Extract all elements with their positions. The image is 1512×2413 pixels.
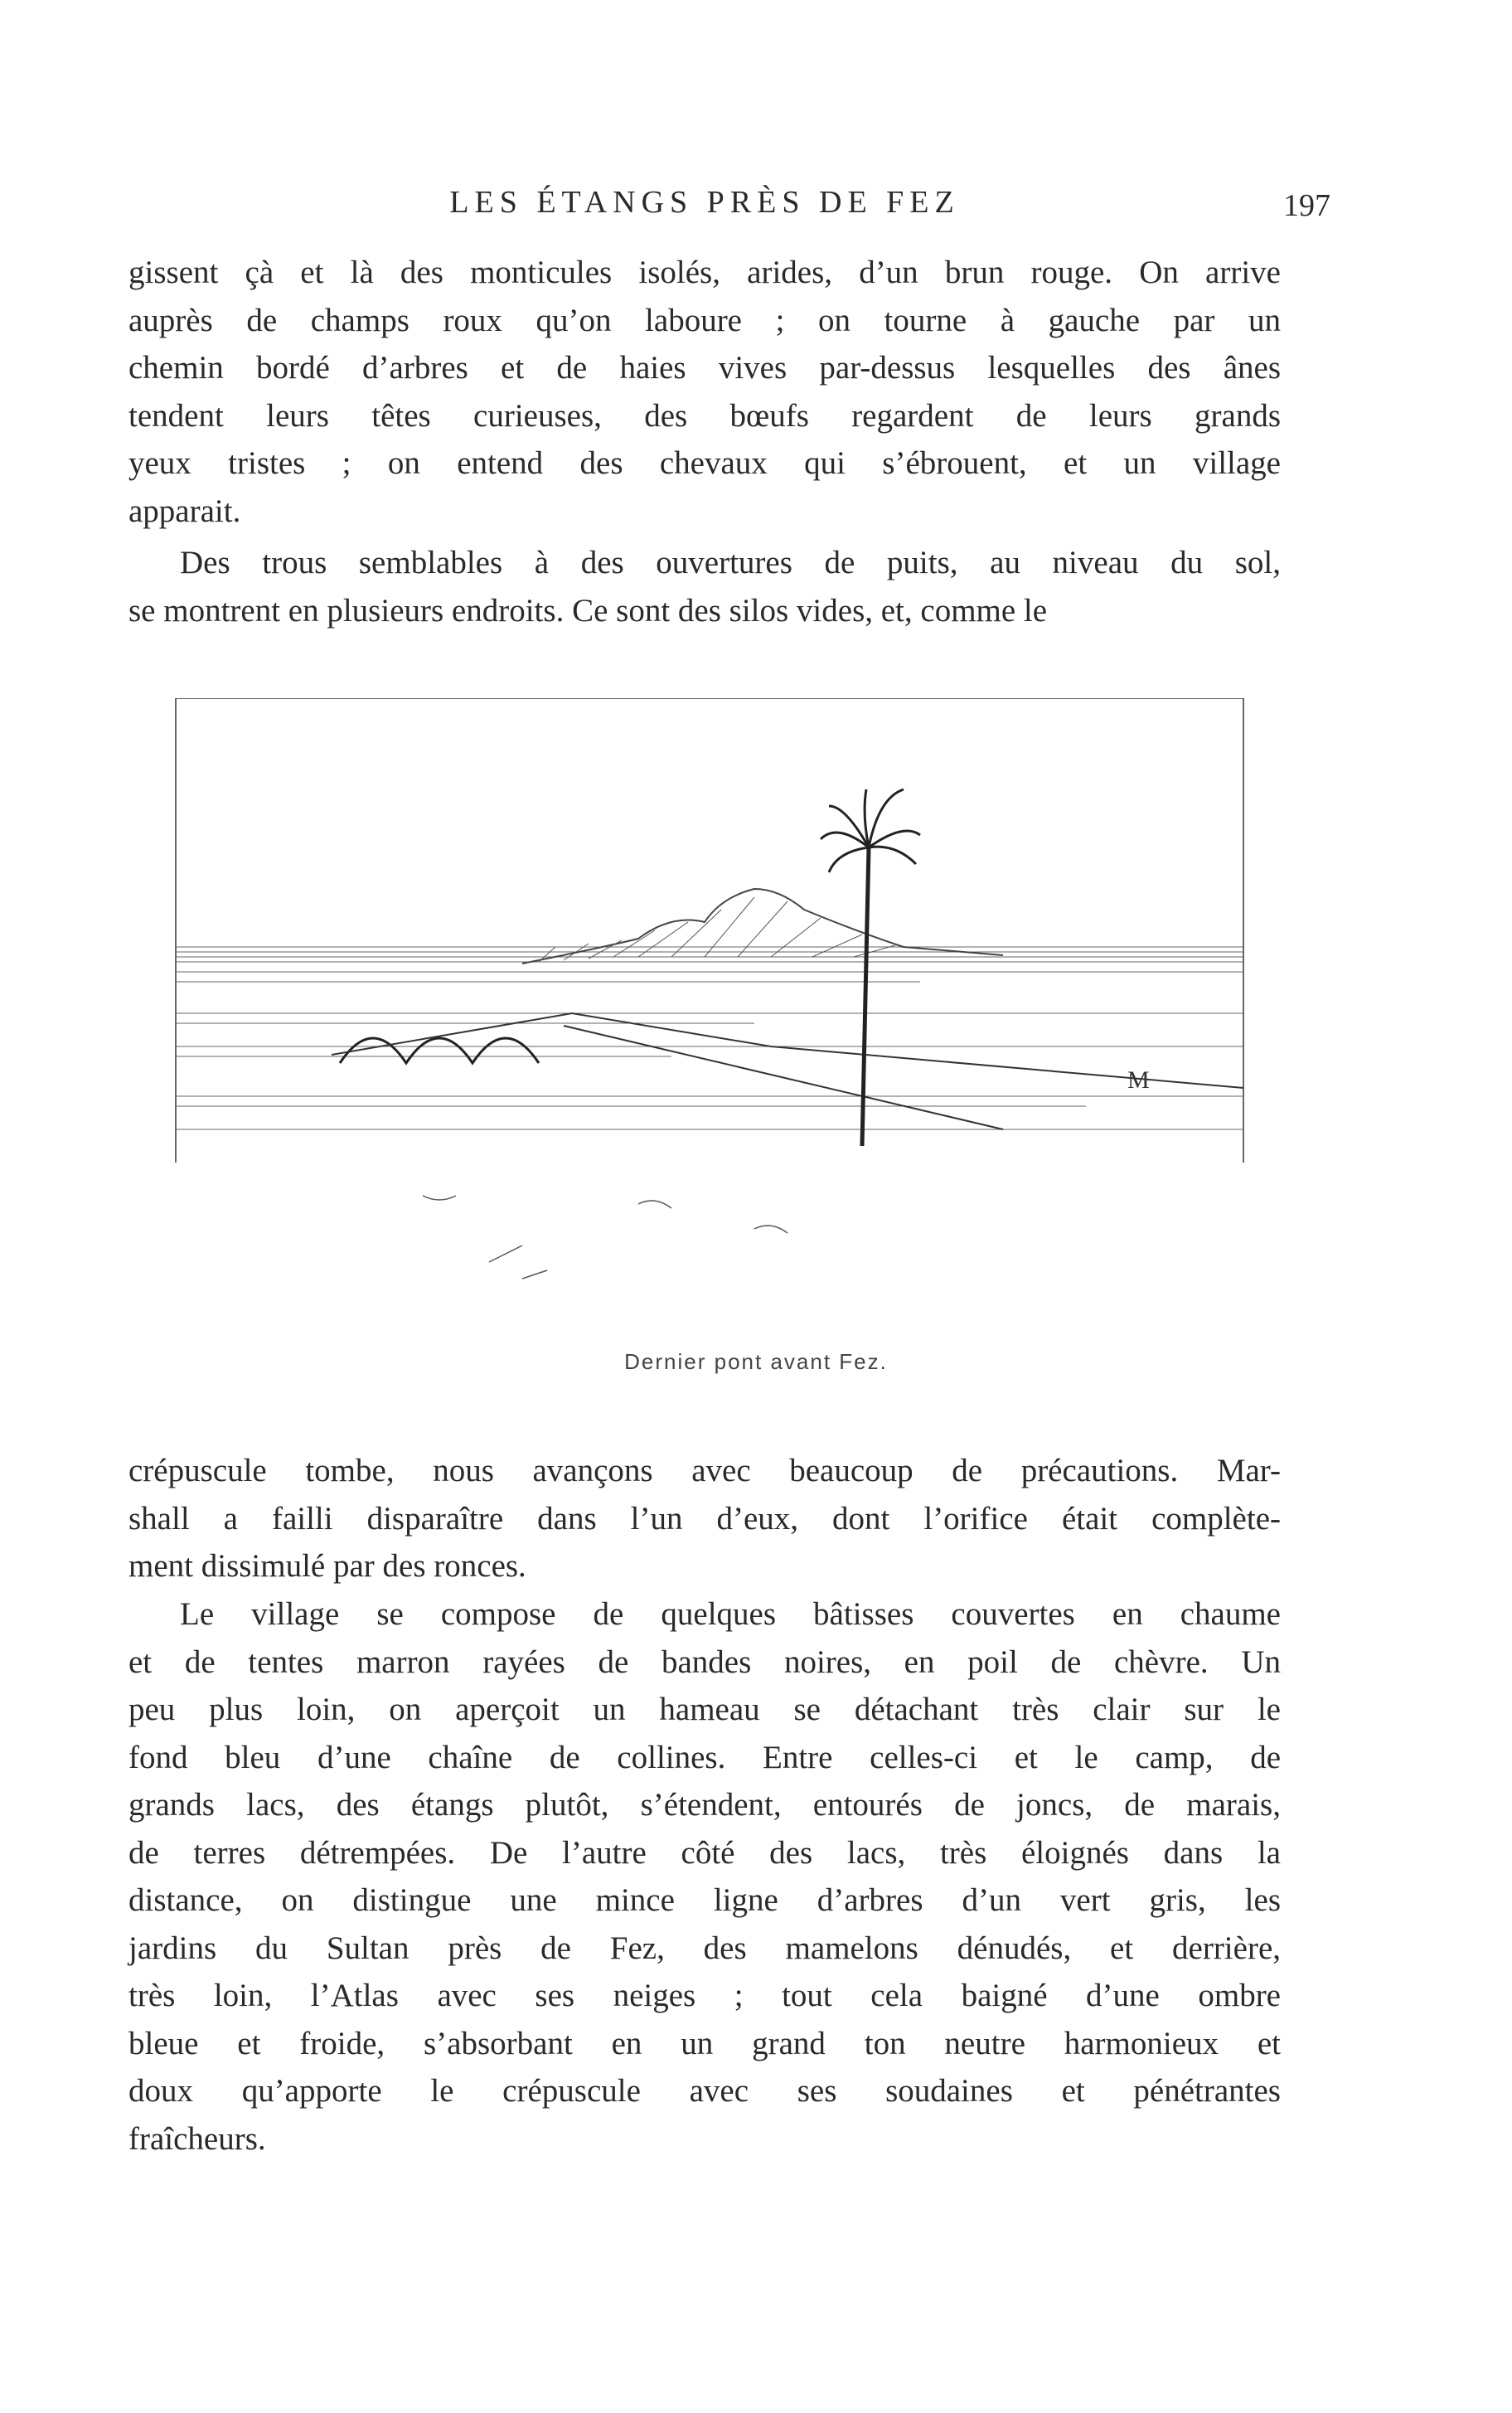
artist-signature: M bbox=[1127, 1066, 1150, 1094]
text-line: doux qu’apporte le crépuscule avec ses soudaines et pénétrantes bbox=[128, 2073, 1281, 2109]
text-line: shall a failli disparaître dans l’un d’eux, dont l’orifice était complète- bbox=[128, 1500, 1281, 1537]
text-line: crépuscule tombe, nous avançons avec beaucoup de précautions. Mar- bbox=[128, 1453, 1281, 1488]
running-title: LES ÉTANGS PRÈS DE FEZ bbox=[449, 185, 960, 220]
text-line: Le village se compose de quelques bâtisses couvertes en chaume bbox=[180, 1596, 1281, 1632]
text-line: distance, on distingue une mince ligne d’arbres d’un vert gris, les bbox=[128, 1882, 1281, 1918]
text-line: peu plus loin, on aperçoit un hameau se détachant très clair sur le bbox=[128, 1692, 1281, 1727]
text-line: se montrent en plusieurs endroits. Ce sont des silos vides, et, comme le bbox=[128, 592, 1048, 629]
text-line: de terres détrempées. De l’autre côté des lacs, très éloignés dans la bbox=[128, 1834, 1281, 1871]
paragraph-2 bbox=[128, 539, 1281, 634]
text-line: apparait. bbox=[128, 493, 241, 529]
page-number: 197 bbox=[1283, 188, 1330, 223]
text-line: très loin, l’Atlas avec ses neiges ; tout cela baigné d’une ombre bbox=[128, 1978, 1281, 2013]
text-line: ment dissimulé par des ronces. bbox=[128, 1548, 526, 1584]
text-line: fond bleu d’une chaîne de collines. Entre celles-ci et le camp, de bbox=[128, 1739, 1281, 1775]
text-line: chemin bordé d’arbres et de haies vives par-dessus lesquelles des ânes bbox=[128, 350, 1281, 386]
text-line: fraîcheurs. bbox=[128, 2120, 266, 2157]
paragraph-4 bbox=[128, 1590, 1281, 2163]
text-line: bleue et froide, s’absorbant en un grand ton neutre harmonieux et bbox=[128, 2025, 1281, 2061]
text-line: Des trous semblables à des ouvertures de puits, au niveau du sol, bbox=[180, 545, 1281, 580]
text-line: jardins du Sultan près de Fez, des mamelons dénudés, et derrière, bbox=[128, 1930, 1281, 1966]
text-line: grands lacs, des étangs plutôt, s’étendent, entourés de joncs, de marais, bbox=[128, 1787, 1281, 1823]
figure-caption: Dernier pont avant Fez. bbox=[624, 1349, 888, 1374]
text-line: et de tentes marron rayées de bandes noires, en poil de chèvre. Un bbox=[128, 1643, 1281, 1680]
engraving-illustration bbox=[174, 698, 1252, 1328]
text-line: yeux tristes ; on entend des chevaux qui s’ébrouent, et un village bbox=[128, 445, 1281, 481]
running-header bbox=[128, 184, 1330, 226]
paragraph-1 bbox=[128, 249, 1281, 535]
text-line: auprès de champs roux qu’on laboure ; on tourne à gauche par un bbox=[128, 302, 1281, 338]
paragraph-3 bbox=[128, 1447, 1281, 1590]
text-line: gissent çà et là des monticules isolés, arides, d’un brun rouge. On arrive bbox=[128, 255, 1281, 290]
text-line: tendent leurs têtes curieuses, des bœufs regardent de leurs grands bbox=[128, 397, 1281, 434]
